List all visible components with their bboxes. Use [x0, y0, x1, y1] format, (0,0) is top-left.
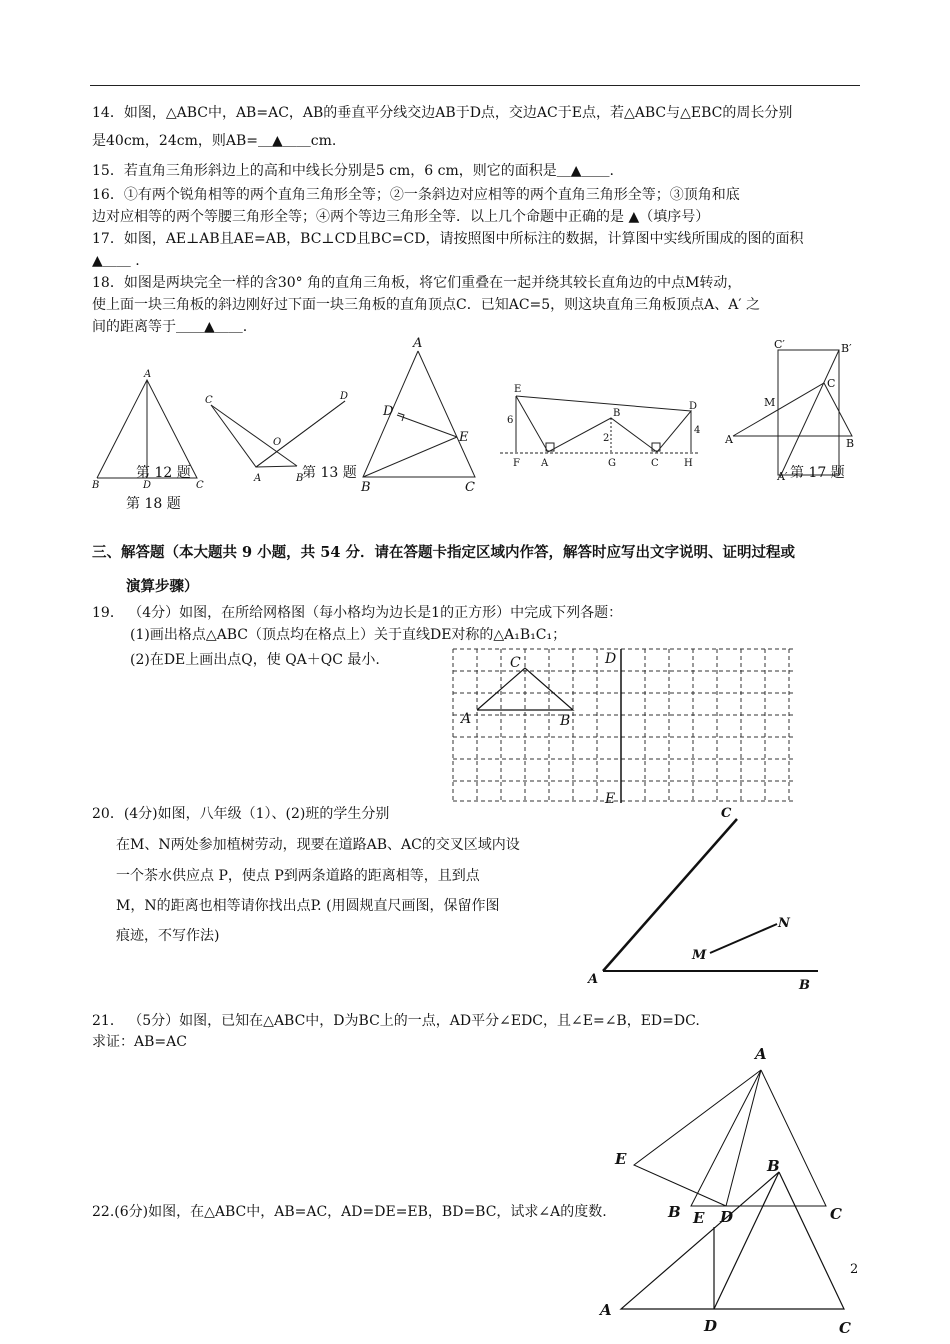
q15: 15．若直角三角形斜边上的高和中线长分别是5 cm，6 cm，则它的面积是＿▲＿＿. — [92, 163, 614, 179]
fig22-label-b: B — [767, 1157, 780, 1175]
fig12-label-b: B — [92, 480, 100, 491]
fig17-label-h: H — [684, 458, 693, 469]
caption-fig13: 第 13 题 — [302, 465, 357, 481]
q18-line1: 18．如图是两块完全一样的含30° 角的直角三角板，将它们重叠在一起并绕其较长直角边的中点M转动， — [92, 275, 742, 291]
fig14-label-b: B — [361, 480, 371, 495]
caption-fig12: 第 12 题 — [136, 465, 191, 481]
section3-heading-line1: 三、解答题（本大题共 9 小题，共 54 分．请在答题卡指定区域内作答，解答时应写出文字说明、证明过程或 — [92, 544, 795, 561]
fig19-label-c: C — [510, 655, 521, 671]
fig20-label-m: M — [692, 948, 707, 963]
caption-fig17: 第 17 题 — [790, 465, 845, 481]
fig21-label-d: D — [720, 1208, 734, 1226]
fig17-label-4: 4 — [694, 425, 701, 436]
fig18-label-c-prime: C′ — [774, 338, 785, 351]
fig20-label-n: N — [778, 916, 790, 931]
page-number: 2 — [850, 1262, 859, 1277]
fig21-label-e: E — [615, 1150, 627, 1168]
q20-line4: M，N的距离也相等请你找出点P. (用圆规直尺画图，保留作图 — [116, 898, 500, 914]
q16-line2: 边对应相等的两个等腰三角形全等；④两个等边三角形全等．以上几个命题中正确的是 ▲（填序号） — [92, 209, 710, 225]
fig19-label-b: B — [560, 713, 571, 729]
fig21-label-c: C — [830, 1205, 842, 1223]
fig18-label-b-prime: B′ — [841, 342, 852, 355]
fig13-label-a: A — [254, 473, 262, 484]
section3-heading-line2: 演算步骤） — [126, 578, 199, 595]
q14-line1: 14．如图，△ABC中，AB=AC，AB的垂直平分线交边AB于D点，交边AC于E点，若△ABC与△EBC的周长分别 — [92, 105, 793, 121]
fig22-label-c: C — [839, 1319, 851, 1337]
fig14-label-c: C — [465, 480, 475, 495]
fig18-label-a: A — [725, 433, 733, 446]
fig20-label-b: B — [799, 978, 810, 993]
figure-22 — [590, 1159, 870, 1344]
fig17-label-c: C — [651, 458, 659, 469]
q21-line2: 求证：AB=AC — [92, 1034, 187, 1050]
q17-line1: 17．如图，AE⊥AB且AE=AB，BC⊥CD且BC=CD，请按照图中所标注的数据，计算图中实线所围成的图的面积 — [92, 231, 804, 247]
fig14-label-a: A — [413, 336, 423, 351]
fig13-label-d: D — [340, 391, 349, 402]
fig12-label-a: A — [144, 369, 152, 380]
fig19-label-d: D — [605, 651, 617, 667]
fig12-label-c: C — [196, 480, 204, 491]
q20-line1: 20．(4分)如图，八年级（1）、(2)班的学生分别 — [92, 806, 390, 822]
fig17-label-d: D — [689, 401, 698, 412]
q14-line2: 是40cm，24cm，则AB=＿▲＿＿cm. — [92, 133, 337, 149]
fig17-label-e: E — [514, 384, 522, 395]
q21-line1: 21． （5分）如图，已知在△ABC中，D为BC上的一点，AD平分∠EDC，且∠E=∠B，ED=DC. — [92, 1013, 700, 1029]
fig18-label-m: M — [764, 396, 776, 409]
fig17-label-f: F — [513, 458, 520, 469]
fig17-label-2: 2 — [603, 433, 610, 444]
fig19-label-a: A — [461, 711, 472, 727]
q17-line2: ▲＿＿ . — [92, 253, 140, 269]
fig12-label-d: D — [143, 480, 152, 491]
fig14-label-d: D — [383, 404, 394, 419]
q19-intro: 19． （4分）如图，在所给网格图（每小格均为边长是1的正方形）中完成下列各题： — [92, 605, 623, 621]
q18-line3: 间的距离等于＿＿▲＿＿. — [92, 319, 248, 335]
q20-line5: 痕迹，不写作法) — [116, 928, 220, 944]
fig20-label-c: C — [721, 806, 732, 821]
fig22-label-d: D — [704, 1317, 718, 1335]
fig20-label-a: A — [588, 972, 599, 987]
fig18-label-b: B — [846, 437, 855, 450]
fig21-label-a: A — [755, 1045, 767, 1063]
q18-line2: 使上面一块三角板的斜边刚好过下面一块三角板的直角顶点C．已知AC=5，则这块直角三角板顶点A、A′ 之 — [92, 297, 761, 313]
figure-20 — [585, 803, 845, 993]
header-rule — [90, 85, 860, 86]
fig21-label-b: B — [668, 1203, 681, 1221]
fig17-label-a: A — [541, 458, 549, 469]
fig18-label-c: C — [827, 377, 836, 390]
fig14-label-e: E — [459, 430, 469, 445]
fig22-label-a: A — [600, 1301, 612, 1319]
fig13-label-o: O — [273, 437, 282, 448]
fig19-label-e: E — [605, 791, 616, 807]
fig18-label-a-prime: A′ — [777, 470, 788, 483]
fig22-label-e: E — [693, 1209, 705, 1227]
fig13-label-c: C — [205, 395, 213, 406]
fig17-label-b: B — [613, 408, 621, 419]
q16-line1: 16．①有两个锐角相等的两个直角三角形全等；②一条斜边对应相等的两个直角三角形全等；③顶角和底 — [92, 187, 740, 203]
q19-part1: (1)画出格点△ABC（顶点均在格点上）关于直线DE对称的△A₁B₁C₁； — [130, 627, 567, 643]
fig17-label-6: 6 — [507, 415, 514, 426]
q20-line2: 在M、N两处参加植树劳动，现要在道路AB、AC的交叉区域内设 — [116, 837, 520, 853]
q19-part2: (2)在DE上画出点Q，使 QA＋QC 最小. — [130, 652, 380, 668]
q22: 22.(6分)如图，在△ABC中，AB=AC，AD=DE=EB，BD=BC，试求∠A的度数. — [92, 1204, 607, 1220]
q20-line3: 一个茶水供应点 P，使点 P到两条道路的距离相等，且到点 — [116, 868, 480, 884]
fig17-label-g: G — [608, 458, 616, 469]
figure-19-grid — [448, 643, 798, 807]
fig13-label-b: B — [296, 473, 304, 484]
caption-fig18: 第 18 题 — [126, 496, 181, 512]
